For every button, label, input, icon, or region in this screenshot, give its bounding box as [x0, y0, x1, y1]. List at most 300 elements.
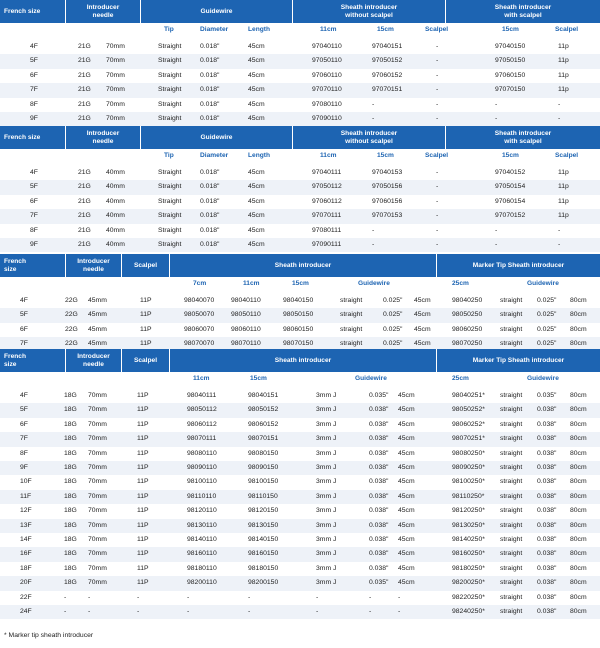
- table-cell: 21G: [78, 57, 91, 65]
- table-cell: 11p: [558, 57, 569, 65]
- column-header: Introducer needle: [66, 349, 122, 372]
- table-cell: 18G: [64, 550, 77, 558]
- table-cell: -: [495, 115, 498, 122]
- table-row: [0, 576, 600, 590]
- table-cell: 0.038": [537, 406, 557, 414]
- table-cell: 18G: [64, 507, 77, 515]
- table-cell: Straight: [158, 100, 182, 108]
- table-cell: 98160250*: [452, 550, 485, 558]
- table-row: [0, 83, 600, 97]
- table-header: [0, 349, 600, 372]
- table-cell: Straight: [158, 226, 182, 234]
- table-cell: 80cm: [570, 608, 587, 615]
- table-cell: 97050154: [495, 183, 526, 191]
- table-cell: 18G: [64, 406, 77, 414]
- table-cell: 98060070: [184, 325, 215, 333]
- table-cell: 45cm: [398, 550, 415, 558]
- table-subheader: [0, 23, 600, 37]
- table-cell: 0.018": [200, 100, 220, 108]
- table-cell: 0.038": [369, 435, 389, 443]
- table-cell: 97060156: [372, 197, 403, 205]
- table-cell: 98090110: [187, 464, 217, 471]
- table-cell: 12F: [20, 507, 32, 515]
- table-cell: -: [558, 226, 561, 234]
- table-cell: 9F: [30, 241, 38, 248]
- table-cell: 6F: [20, 325, 28, 333]
- table-cell: 18G: [64, 420, 77, 428]
- table-cell: 8F: [20, 449, 28, 457]
- table-cell: 11p: [558, 212, 569, 220]
- table-row: [0, 209, 600, 223]
- column-header: Scalpel: [122, 349, 170, 372]
- table-cell: 97040111: [312, 169, 342, 176]
- table-cell: 98040150: [283, 297, 314, 304]
- subheader-label: 11cm: [193, 375, 210, 382]
- table-cell: 80cm: [570, 550, 587, 558]
- table-cell: 98070251*: [452, 435, 485, 443]
- table-cell: -: [436, 100, 439, 108]
- table-cell: 11P: [137, 392, 149, 399]
- table-cell: 3mm J: [316, 507, 337, 515]
- table-cell: straight: [500, 608, 523, 615]
- table-cell: 98110150: [248, 492, 278, 500]
- table-row: [0, 519, 600, 533]
- table-cell: 45mm: [88, 297, 107, 304]
- table-cell: 45cm: [398, 464, 415, 471]
- table-cell: 45cm: [414, 297, 431, 304]
- table-cell: 98040110: [231, 297, 261, 304]
- table-cell: Straight: [158, 71, 182, 79]
- table-cell: 98040251*: [452, 392, 485, 399]
- table-cell: 11p: [558, 86, 569, 94]
- table-cell: 0.038": [369, 521, 389, 529]
- table-cell: 70mm: [106, 86, 125, 94]
- table-cell: 40mm: [106, 241, 125, 248]
- table-row: [0, 112, 600, 126]
- table-cell: 97090111: [312, 241, 342, 248]
- table-cell: -: [436, 57, 439, 65]
- table-row: [0, 490, 600, 504]
- column-header: Introducer needle: [66, 0, 141, 23]
- table-cell: 80cm: [570, 297, 587, 304]
- table-cell: 98180110: [187, 564, 217, 572]
- table-row: [0, 40, 600, 54]
- table-cell: 0.025": [383, 325, 403, 333]
- table-cell: 11P: [137, 564, 149, 572]
- table-cell: straight: [500, 564, 523, 572]
- table-cell: 18G: [64, 464, 77, 471]
- table-cell: straight: [500, 593, 523, 601]
- table-cell: 98100110: [187, 478, 217, 486]
- table-cell: 45cm: [398, 564, 415, 572]
- table-cell: 97080110: [312, 100, 342, 108]
- table-cell: 11P: [137, 406, 149, 414]
- table-cell: 98070250: [452, 340, 483, 348]
- table-cell: Straight: [158, 197, 182, 205]
- table-cell: 45cm: [398, 536, 415, 543]
- table-cell: 11P: [137, 507, 149, 515]
- table-cell: 80cm: [570, 392, 587, 399]
- table-cell: 98140110: [187, 536, 217, 543]
- table-cell: 21G: [78, 169, 91, 176]
- table-cell: 4F: [30, 43, 38, 50]
- table-cell: 18G: [64, 449, 77, 457]
- table-cell: 98090250*: [452, 464, 485, 471]
- table-cell: 98070111: [187, 435, 217, 443]
- table-row: [0, 389, 600, 403]
- table-cell: 97080111: [312, 226, 342, 234]
- table-cell: 97060112: [312, 197, 342, 205]
- subheader-label: Guidewire: [358, 280, 390, 287]
- table-cell: 98070150: [283, 340, 314, 348]
- table-cell: 97060154: [495, 197, 526, 205]
- table-cell: straight: [500, 478, 523, 486]
- table-cell: 0.038": [537, 464, 557, 471]
- table-cell: -: [436, 115, 439, 122]
- table-cell: 45mm: [88, 340, 107, 348]
- subheader-label: 11cm: [243, 280, 260, 287]
- table-cell: -: [436, 43, 439, 50]
- table-cell: 70mm: [88, 550, 107, 558]
- table-cell: 97060150: [495, 71, 526, 79]
- table-cell: 45cm: [414, 311, 431, 319]
- table-cell: -: [372, 241, 375, 248]
- table-cell: 18G: [64, 435, 77, 443]
- table-cell: 70mm: [88, 521, 107, 529]
- table-cell: 45cm: [398, 507, 415, 515]
- column-header: Guidewire: [141, 0, 293, 23]
- table-cell: 98040111: [187, 392, 217, 399]
- table-cell: 21G: [78, 226, 91, 234]
- table-row: [0, 180, 600, 194]
- subheader-label: Diameter: [200, 152, 229, 159]
- table-cell: straight: [340, 325, 363, 333]
- table-cell: 0.018": [200, 71, 220, 79]
- table-cell: 45cm: [248, 43, 265, 50]
- table-cell: 18G: [64, 579, 77, 587]
- table-cell: 6F: [30, 197, 38, 205]
- table-cell: 97090110: [312, 115, 342, 122]
- table-cell: 98040070: [184, 297, 215, 304]
- table-cell: 11p: [558, 43, 569, 50]
- table-cell: 80cm: [570, 507, 587, 515]
- subheader-label: 15cm: [250, 375, 267, 382]
- table-cell: 98050070: [184, 311, 215, 319]
- table-row: [0, 447, 600, 461]
- table-cell: 45cm: [248, 212, 265, 220]
- table-cell: 21G: [78, 100, 91, 108]
- table-cell: -: [436, 183, 439, 191]
- table-cell: straight: [340, 297, 363, 304]
- table-cell: 98060252*: [452, 420, 485, 428]
- table-row: [0, 605, 600, 619]
- table-cell: 40mm: [106, 226, 125, 234]
- table-cell: 0.038": [537, 593, 557, 601]
- subheader-label: Scalpel: [425, 26, 449, 33]
- table-cell: 45cm: [248, 226, 265, 234]
- table-cell: 80cm: [570, 593, 587, 601]
- table-cell: 98050152: [248, 406, 279, 414]
- table-cell: 11P: [137, 449, 149, 457]
- table-header: [0, 126, 600, 149]
- subheader-label: 15cm: [292, 280, 309, 287]
- table-cell: 98050150: [283, 311, 314, 319]
- table-cell: 97040110: [312, 43, 342, 50]
- table-cell: 3mm J: [316, 464, 337, 471]
- table-cell: Straight: [158, 169, 182, 176]
- table-cell: 70mm: [88, 536, 107, 543]
- table-cell: 80cm: [570, 340, 587, 348]
- subheader-label: Guidewire: [527, 375, 559, 382]
- table-cell: 98060150: [283, 325, 314, 333]
- table-cell: 70mm: [106, 43, 125, 50]
- table-cell: 45cm: [248, 71, 265, 79]
- table-row: [0, 403, 600, 417]
- table-cell: 45cm: [398, 420, 415, 428]
- table-cell: 80cm: [570, 521, 587, 529]
- column-header: French size: [0, 126, 66, 149]
- subheader-label: Scalpel: [555, 26, 579, 33]
- table-cell: 98070070: [184, 340, 215, 348]
- table-cell: 70mm: [106, 57, 125, 65]
- subheader-label: Guidewire: [527, 280, 559, 287]
- table-cell: 70mm: [106, 115, 125, 122]
- table-row: [0, 562, 600, 576]
- table-cell: 80cm: [570, 579, 587, 587]
- table-cell: 98180250*: [452, 564, 485, 572]
- table-row: [0, 166, 600, 180]
- table-cell: 45cm: [398, 392, 415, 399]
- table-cell: 7F: [20, 435, 28, 443]
- table-cell: 0.018": [200, 115, 220, 122]
- table-header: [0, 254, 600, 277]
- table-cell: 98100150: [248, 478, 279, 486]
- table-cell: 3mm J: [316, 420, 337, 428]
- table-cell: 14F: [20, 536, 32, 543]
- table-cell: 0.038": [369, 406, 389, 414]
- table-cell: -: [316, 608, 319, 615]
- table-cell: 11P: [137, 550, 149, 558]
- table-cell: 98180150: [248, 564, 279, 572]
- table-cell: 11P: [137, 420, 149, 428]
- table-cell: 98070110: [231, 340, 261, 348]
- table-cell: 0.025": [383, 311, 403, 319]
- table-cell: 0.025": [537, 297, 557, 304]
- table-row: [0, 547, 600, 561]
- table-cell: 0.038": [537, 449, 557, 457]
- table-cell: 0.025": [537, 340, 557, 348]
- table-cell: -: [495, 241, 498, 248]
- table-row: [0, 323, 600, 337]
- table-cell: 0.018": [200, 197, 220, 205]
- table-cell: 0.038": [537, 521, 557, 529]
- table-cell: 22G: [65, 311, 78, 319]
- table-cell: 45cm: [248, 197, 265, 205]
- table-cell: 80cm: [570, 420, 587, 428]
- table-cell: 97070151: [372, 86, 403, 94]
- table-cell: straight: [500, 507, 523, 515]
- table-cell: 98050112: [187, 406, 217, 414]
- table-cell: 98220250*: [452, 593, 485, 601]
- table-cell: 18G: [64, 564, 77, 572]
- table-cell: 8F: [30, 100, 38, 108]
- table-cell: 98080150: [248, 449, 279, 457]
- table-cell: -: [316, 593, 319, 601]
- table-cell: -: [64, 608, 67, 615]
- table-cell: 98200110: [187, 579, 217, 587]
- column-header: Scalpel: [122, 254, 170, 277]
- table-cell: straight: [500, 420, 523, 428]
- column-header: Marker Tip Sheath introducer: [472, 356, 565, 364]
- table-cell: 97050156: [372, 183, 403, 191]
- table-subheader: [0, 372, 600, 386]
- table-cell: Straight: [158, 183, 182, 191]
- table-cell: 0.035": [369, 579, 389, 587]
- table-cell: 98040250: [452, 297, 483, 304]
- table-cell: 80cm: [570, 325, 587, 333]
- table-cell: 0.038": [369, 507, 389, 515]
- table-cell: 98120110: [187, 507, 217, 515]
- table-cell: 70mm: [88, 464, 107, 471]
- table-cell: 45cm: [248, 86, 265, 94]
- table-cell: -: [436, 169, 439, 176]
- column-header: Sheath introducer with scalpel: [494, 129, 552, 145]
- table-cell: 0.038": [537, 478, 557, 486]
- table-cell: 45mm: [88, 311, 107, 319]
- table-cell: straight: [500, 550, 523, 558]
- table-cell: -: [398, 593, 401, 601]
- column-header: Marker Tip Sheath introducer: [472, 261, 565, 269]
- table-cell: 0.038": [537, 507, 557, 515]
- table-cell: 22G: [65, 297, 78, 304]
- table-row: [0, 238, 600, 252]
- table-cell: 98090150: [248, 464, 279, 471]
- table-cell: 97070110: [312, 86, 342, 94]
- subheader-label: 15cm: [377, 152, 394, 159]
- table-cell: 98200150: [248, 579, 279, 587]
- column-header: Sheath introducer without scalpel: [293, 126, 446, 149]
- table-row: [0, 195, 600, 209]
- table-cell: 40mm: [106, 212, 125, 220]
- table-cell: 0.025": [383, 340, 403, 348]
- table-cell: 3mm J: [316, 449, 337, 457]
- table-cell: 9F: [30, 115, 38, 122]
- table-cell: 80cm: [570, 435, 587, 443]
- table-cell: 98160150: [248, 550, 279, 558]
- table-cell: 98110110: [187, 492, 217, 500]
- table-cell: 45cm: [248, 183, 265, 191]
- table-cell: 98120250*: [452, 507, 485, 515]
- table-cell: 0.018": [200, 183, 220, 191]
- subheader-label: 15cm: [377, 26, 394, 33]
- table-cell: 45cm: [398, 478, 415, 486]
- subheader-label: Scalpel: [425, 152, 449, 159]
- table-cell: 16F: [20, 550, 32, 558]
- subheader-label: Length: [248, 26, 270, 33]
- table-cell: 0.025": [537, 311, 557, 319]
- table-cell: 70mm: [88, 579, 107, 587]
- table-cell: 18G: [64, 492, 77, 500]
- table-cell: 21G: [78, 71, 91, 79]
- table-cell: straight: [500, 521, 523, 529]
- table-cell: straight: [500, 464, 523, 471]
- table-cell: 80cm: [570, 311, 587, 319]
- table-cell: -: [372, 226, 375, 234]
- subheader-label: 7cm: [193, 280, 207, 287]
- table-cell: 5F: [30, 57, 38, 65]
- table-cell: 70mm: [88, 492, 107, 500]
- table-cell: 70mm: [88, 507, 107, 515]
- table-cell: 0.018": [200, 226, 220, 234]
- table-cell: 45mm: [88, 325, 107, 333]
- table-cell: 9F: [20, 464, 28, 471]
- table-cell: 3mm J: [316, 435, 337, 443]
- table-cell: 5F: [20, 311, 28, 319]
- table-cell: 45cm: [398, 435, 415, 443]
- table-cell: 98080250*: [452, 449, 485, 457]
- table-cell: 0.018": [200, 43, 220, 50]
- table-cell: 98240250*: [452, 608, 485, 615]
- table-cell: 45cm: [248, 169, 265, 176]
- table-cell: -: [369, 593, 372, 601]
- table-cell: -: [436, 212, 439, 220]
- table-cell: 5F: [20, 406, 28, 414]
- table-cell: 97070111: [312, 212, 342, 220]
- table-cell: 11p: [558, 197, 569, 205]
- table-cell: 70mm: [88, 420, 107, 428]
- table-cell: 0.038": [369, 536, 389, 543]
- table-cell: 11P: [140, 325, 152, 333]
- table-cell: 21G: [78, 86, 91, 94]
- table-cell: 70mm: [106, 100, 125, 108]
- table-cell: -: [558, 115, 561, 122]
- table-cell: Straight: [158, 86, 182, 94]
- table-cell: 21G: [78, 212, 91, 220]
- table-cell: -: [398, 608, 401, 615]
- table-cell: -: [187, 608, 190, 615]
- table-cell: 80cm: [570, 492, 587, 500]
- table-cell: 97060110: [312, 71, 342, 79]
- table-cell: 18G: [64, 392, 77, 399]
- table-cell: 40mm: [106, 169, 125, 176]
- table-cell: 97050152: [372, 57, 403, 65]
- table-cell: 10F: [20, 478, 32, 486]
- table-cell: 98070151: [248, 435, 279, 443]
- table-cell: 0.025": [383, 297, 403, 304]
- table-cell: 97070152: [495, 212, 526, 220]
- column-header: Sheath introducer: [170, 254, 437, 277]
- table-cell: 0.038": [369, 420, 389, 428]
- table-cell: 0.018": [200, 86, 220, 94]
- table-cell: 4F: [30, 169, 38, 176]
- subheader-label: Guidewire: [355, 375, 387, 382]
- table-cell: 40mm: [106, 183, 125, 191]
- table-cell: 3mm J: [316, 392, 337, 399]
- subheader-label: 15cm: [502, 152, 519, 159]
- table-cell: 98040151: [248, 392, 279, 399]
- table-cell: Straight: [158, 43, 182, 50]
- table-row: [0, 418, 600, 432]
- table-cell: 4F: [20, 392, 28, 399]
- table-cell: 11P: [137, 464, 149, 471]
- table-cell: 0.038": [369, 550, 389, 558]
- table-cell: 0.038": [537, 564, 557, 572]
- table-cell: 0.038": [537, 536, 557, 543]
- table-cell: 11p: [558, 169, 569, 176]
- table-cell: -: [372, 115, 375, 122]
- table-cell: 98130250*: [452, 521, 485, 529]
- table-cell: -: [436, 241, 439, 248]
